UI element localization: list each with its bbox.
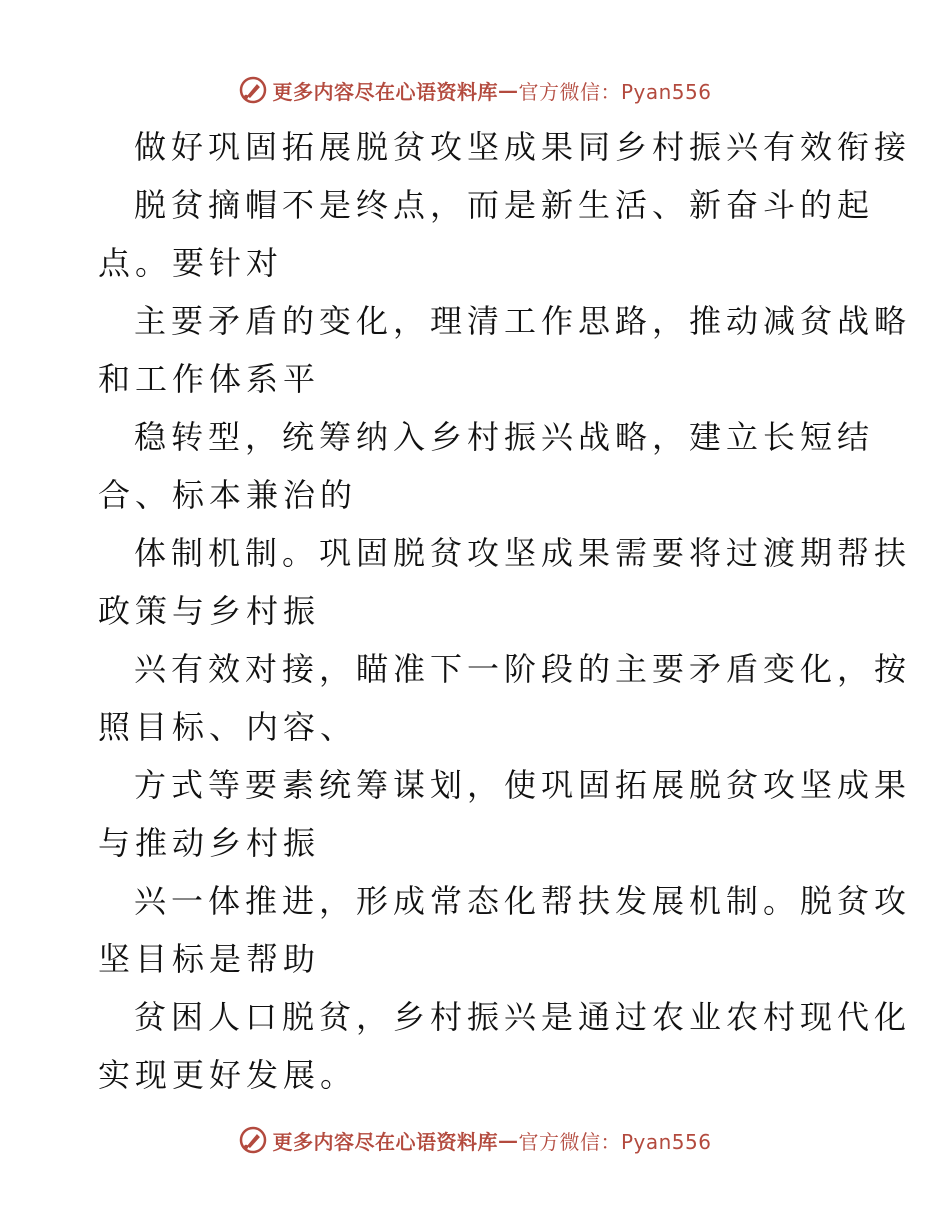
watermark-contact-text: 官方微信：Pyan556: [518, 79, 712, 104]
document-title: 做好巩固拓展脱贫攻坚成果同乡村振兴有效衔接: [134, 128, 912, 166]
watermark-dash: —: [497, 1128, 519, 1152]
paragraph-line: 照目标、内容、: [98, 708, 358, 746]
paragraph-line: 实现更好发展。: [98, 1056, 358, 1094]
paragraph-line: 点。要针对: [98, 244, 284, 282]
pen-nib-logo-icon: [238, 75, 268, 105]
watermark-contact-text: 官方微信：Pyan556: [518, 1129, 712, 1154]
paragraph-line: 坚目标是帮助: [98, 940, 321, 978]
paragraph-line: 兴一体推进，形成常态化帮扶发展机制。脱贫攻: [134, 882, 912, 920]
paragraph-line: 与推动乡村振: [98, 824, 321, 862]
paragraph-line: 和工作体系平: [98, 360, 321, 398]
pen-nib-logo-icon: [238, 1125, 268, 1155]
paragraph-line: 方式等要素统筹谋划，使巩固拓展脱贫攻坚成果: [134, 766, 912, 804]
footer-watermark: [0, 1122, 950, 1158]
paragraph-line: 主要矛盾的变化，理清工作思路，推动减贫战略: [134, 302, 912, 340]
paragraph-line: 脱贫摘帽不是终点，而是新生活、新奋斗的起: [134, 186, 875, 224]
paragraph-line: 体制机制。巩固脱贫攻坚成果需要将过渡期帮扶: [134, 534, 912, 572]
paragraph-line: 合、标本兼治的: [98, 476, 358, 514]
watermark-site-text: 更多内容尽在心语资料库: [272, 1129, 498, 1154]
paragraph-line: 贫困人口脱贫，乡村振兴是通过农业农村现代化: [134, 998, 912, 1036]
watermark-site-text: 更多内容尽在心语资料库: [272, 79, 498, 104]
paragraph-line: 稳转型，统筹纳入乡村振兴战略，建立长短结: [134, 418, 875, 456]
header-watermark: [0, 72, 950, 108]
watermark-dash: —: [497, 78, 519, 102]
paragraph-line: 兴有效对接，瞄准下一阶段的主要矛盾变化，按: [134, 650, 912, 688]
paragraph-line: 政策与乡村振: [98, 592, 321, 630]
